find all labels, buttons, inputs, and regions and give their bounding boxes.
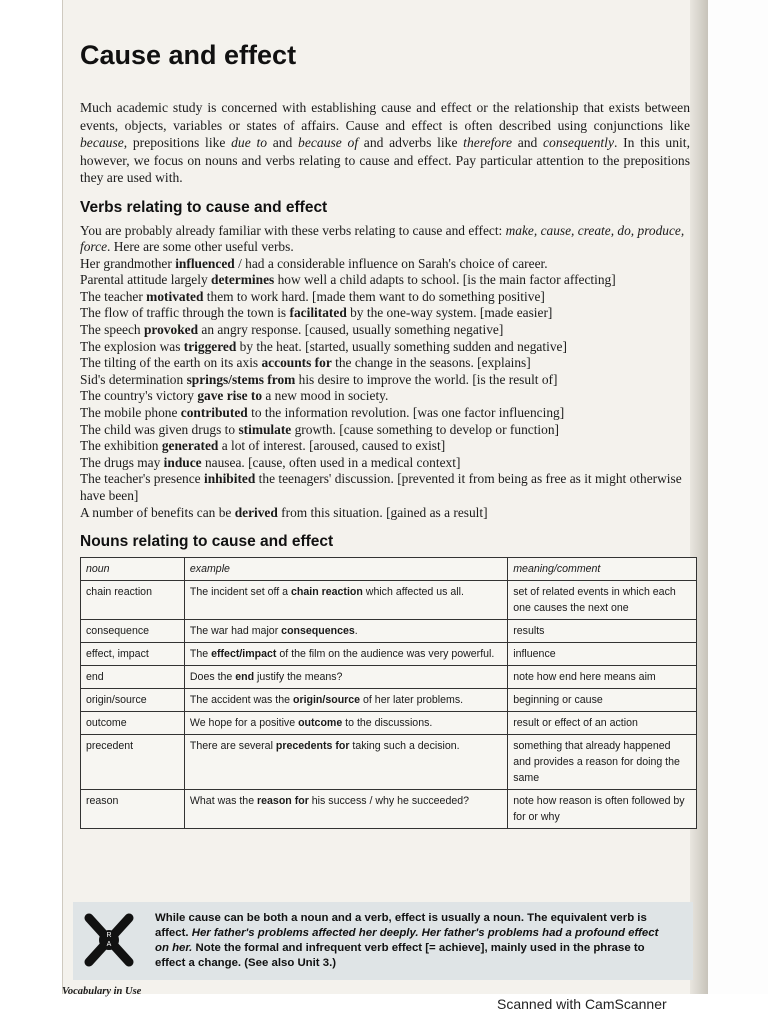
intro-example-because: because — [80, 135, 124, 150]
example-text: justify the means? — [254, 671, 343, 684]
example-text: What was the — [189, 795, 258, 808]
meaning-cell: influence — [508, 643, 697, 666]
intro-paragraph — [80, 99, 690, 187]
verb-line-text: The country's victory — [80, 388, 198, 404]
intro-example-due-to: due to — [231, 135, 268, 150]
verb-example-line — [80, 339, 690, 356]
example-text: taking such a decision. — [349, 740, 460, 753]
verb-example-line — [80, 455, 690, 472]
verb-line-text: Sid's determination — [80, 371, 187, 387]
verb-line-text: The tilting of the earth on its axis — [80, 355, 262, 371]
noun-cell: origin/source — [81, 689, 185, 712]
verb-keyword: stimulate — [238, 421, 292, 437]
table-row — [81, 735, 697, 790]
example-keyword: origin/source — [292, 694, 361, 707]
verb-example-line — [80, 405, 690, 422]
meaning-cell: set of related events in which each one causes the next one — [508, 581, 697, 620]
meaning-cell: result or effect of an action — [508, 712, 697, 735]
example-text: . — [354, 625, 358, 638]
verb-line-text: The flow of traffic through the town is — [80, 305, 290, 321]
note-box — [73, 902, 693, 980]
table-row — [81, 666, 697, 689]
example-cell — [184, 712, 507, 735]
verb-line-text: the teenagers' discussion. [prevented it from being as free as it might otherwise have been] — [80, 471, 682, 503]
example-text: The war had major — [189, 625, 282, 638]
example-text: Does the — [189, 671, 236, 684]
verb-example-line — [80, 388, 690, 405]
verb-keyword: motivated — [146, 288, 204, 304]
verb-keyword: accounts for — [261, 355, 332, 371]
verb-keyword: triggered — [183, 338, 237, 354]
page-spine-shadow — [690, 0, 708, 994]
verb-example-line — [80, 505, 690, 522]
example-text: We hope for a positive — [189, 717, 299, 730]
verb-line-text: how well a child adapts to school. [is the main factor affecting] — [274, 272, 616, 288]
verbs-intro-list: make, cause, create, do, produce, force — [80, 222, 685, 255]
verb-example-line — [80, 289, 690, 306]
example-cell — [184, 620, 507, 643]
verb-keyword: generated — [161, 438, 219, 454]
note-text — [155, 911, 675, 971]
note-text-1: While cause can be both a noun and a verb, effect is usually a noun. The equivalent verb is affect. — [155, 912, 647, 939]
verb-keyword: induce — [163, 454, 202, 470]
verb-line-text: The explosion was — [80, 338, 184, 354]
example-text: which affected us all. — [362, 586, 464, 599]
verb-example-line — [80, 471, 690, 504]
example-cell — [184, 735, 507, 790]
verb-example-line — [80, 422, 690, 439]
verb-line-text: growth. [cause something to develop or function] — [291, 421, 559, 437]
verb-keyword: facilitated — [289, 305, 347, 321]
example-keyword: consequences — [281, 625, 355, 638]
example-text: of her later problems. — [360, 694, 464, 707]
table-row — [81, 790, 697, 829]
verb-line-text: Her grandmother — [80, 255, 176, 271]
verb-line-text: The mobile phone — [80, 405, 181, 421]
verb-line-text: The child was given drugs to — [80, 421, 239, 437]
example-cell — [184, 643, 507, 666]
intro-example-therefore: therefore — [463, 135, 512, 150]
meaning-cell: something that already happened and provides a reason for doing the same — [508, 735, 697, 790]
note-text-examples: Her father's problems affected her deeply. Her father's problems had a profound effect on her. — [155, 927, 659, 954]
verbs-intro-a: You are probably already familiar with these verbs relating to cause and effect: — [80, 222, 506, 238]
verb-line-text: / had a considerable influence on Sarah's choice of career. — [234, 255, 548, 271]
header-meaning: meaning/comment — [508, 558, 697, 581]
example-cell — [184, 581, 507, 620]
example-text: The — [189, 648, 212, 661]
nouns-table — [80, 557, 697, 829]
meaning-cell: note how reason is often followed by for or why — [508, 790, 697, 829]
verb-line-text: by the heat. [started, usually something sudden and negative] — [236, 338, 567, 354]
noun-cell: consequence — [81, 620, 185, 643]
example-text: The incident set off a — [189, 586, 292, 599]
intro-text-4: and adverbs like — [358, 135, 464, 150]
verb-keyword: contributed — [180, 405, 248, 421]
noun-cell: chain reaction — [81, 581, 185, 620]
icon-letter-r: R — [106, 932, 112, 939]
intro-text-6: . In this unit, however, we focus on nouns and verbs relating to cause and effect. Pay particular attention to the prepositions they are used with. — [80, 135, 690, 185]
table-row — [81, 581, 697, 620]
verb-line-text: The teacher — [80, 288, 147, 304]
verb-line-text: the change in the seasons. [explains] — [331, 355, 531, 371]
verb-keyword: gave rise to — [197, 388, 263, 404]
verb-line-text: a new mood in society. — [262, 388, 389, 404]
verb-line-text: an angry response. [caused, usually something negative] — [198, 322, 504, 338]
verb-example-line — [80, 322, 690, 339]
example-keyword: end — [235, 671, 255, 684]
example-keyword: reason for — [257, 795, 309, 808]
intro-text-2: , prepositions like — [123, 135, 232, 150]
page-title: Cause and effect — [80, 40, 297, 70]
verb-line-text: nausea. [cause, often used in a medical context] — [201, 454, 461, 470]
intro-example-consequently: consequently — [543, 135, 614, 150]
noun-cell: reason — [81, 790, 185, 829]
cross-warning-icon — [81, 912, 137, 968]
page-content — [80, 40, 690, 829]
note-text-3: Note the formal and infrequent verb effect [= achieve], mainly used in the phrase to effect a change. (See also Unit 3.) — [155, 942, 645, 969]
verb-line-text: a lot of interest. [aroused, caused to exist] — [218, 438, 446, 454]
example-keyword: effect/impact — [211, 648, 277, 661]
verb-line-text: The speech — [80, 322, 144, 338]
example-keyword: outcome — [298, 717, 343, 730]
example-text: his success / why he succeeded? — [308, 795, 470, 808]
intro-example-because-of: because of — [298, 135, 359, 150]
example-cell — [184, 689, 507, 712]
example-keyword: precedents for — [275, 740, 350, 753]
verb-example-line — [80, 355, 690, 372]
verb-line-text: his desire to improve the world. [is the result of] — [295, 371, 558, 387]
verb-line-text: The teacher's presence — [80, 471, 204, 487]
noun-cell: outcome — [81, 712, 185, 735]
left-margin — [0, 0, 62, 994]
verb-line-text: from this situation. [gained as a result] — [277, 504, 488, 520]
verb-line-text: The exhibition — [80, 438, 162, 454]
example-text: to the discussions. — [342, 717, 433, 730]
example-keyword: chain reaction — [291, 586, 363, 599]
verb-example-line — [80, 272, 690, 289]
verb-keyword: provoked — [143, 322, 199, 338]
example-text: The accident was the — [189, 694, 293, 707]
verb-line-text: Parental attitude largely — [80, 272, 212, 288]
verb-line-text: A number of benefits can be — [80, 504, 235, 520]
intro-text-3: and — [267, 135, 299, 150]
example-text: of the film on the audience was very powerful. — [276, 648, 495, 661]
table-row — [81, 712, 697, 735]
meaning-cell: beginning or cause — [508, 689, 697, 712]
verbs-heading: Verbs relating to cause and effect — [80, 198, 328, 216]
table-row — [81, 620, 697, 643]
intro-text-5: and — [512, 135, 544, 150]
verb-keyword: influenced — [175, 255, 235, 271]
right-margin — [708, 0, 768, 994]
verbs-intro — [80, 223, 690, 256]
verb-example-line — [80, 438, 690, 455]
noun-cell: end — [81, 666, 185, 689]
verb-examples-list — [80, 256, 690, 522]
table-header-row — [81, 558, 697, 581]
verb-keyword: springs/stems from — [186, 371, 296, 387]
intro-text-1: Much academic study is concerned with establishing cause and effect or the relationship that exists between events, objects, variables or states of affairs. Cause and effect is often described using conjunctions like — [80, 100, 690, 133]
table-row — [81, 689, 697, 712]
verbs-intro-c: . Here are some other useful verbs. — [107, 239, 294, 255]
header-noun: noun — [81, 558, 185, 581]
table-row — [81, 643, 697, 666]
verb-keyword: determines — [211, 272, 275, 288]
verb-line-text: them to work hard. [made them want to do something positive] — [203, 288, 545, 304]
footer-book-title: Vocabulary in Use — [62, 986, 142, 997]
meaning-cell: results — [508, 620, 697, 643]
header-example: example — [184, 558, 507, 581]
verb-example-line — [80, 372, 690, 389]
verb-example-line — [80, 256, 690, 273]
verb-line-text: The drugs may — [80, 454, 164, 470]
icon-letter-a: A — [106, 941, 112, 948]
example-cell — [184, 790, 507, 829]
verb-keyword: derived — [234, 504, 278, 520]
example-cell — [184, 666, 507, 689]
verb-example-line — [80, 305, 690, 322]
noun-cell: precedent — [81, 735, 185, 790]
noun-cell: effect, impact — [81, 643, 185, 666]
nouns-heading: Nouns relating to cause and effect — [80, 533, 334, 551]
verb-keyword: inhibited — [203, 471, 256, 487]
verb-line-text: to the information revolution. [was one factor influencing] — [247, 405, 565, 421]
meaning-cell: note how end here means aim — [508, 666, 697, 689]
example-text: There are several — [189, 740, 276, 753]
verb-line-text: by the one-way system. [made easier] — [346, 305, 553, 321]
scanner-watermark: Scanned with CamScanner — [497, 996, 667, 1012]
